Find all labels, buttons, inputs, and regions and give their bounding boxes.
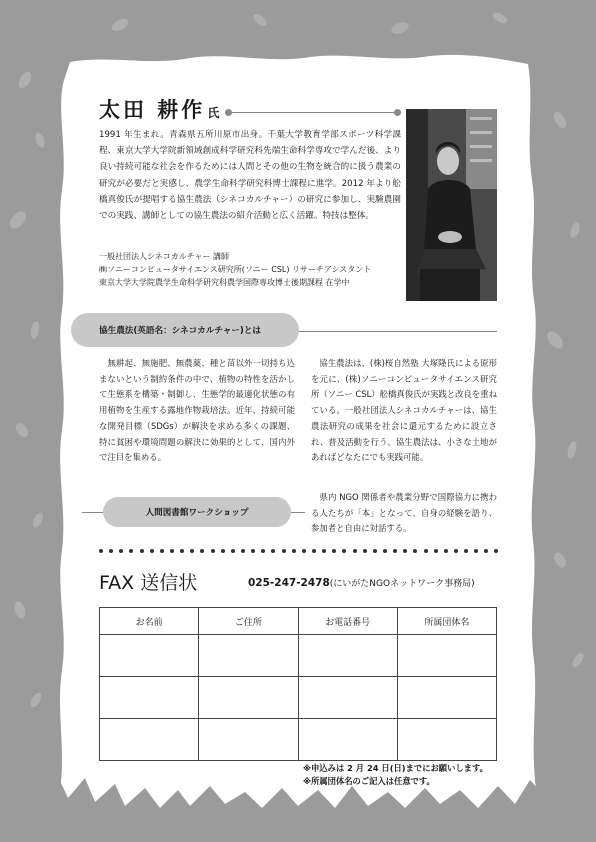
form-cell-address[interactable] <box>199 677 298 719</box>
speaker-honorific: 氏 <box>207 106 220 120</box>
speaker-affiliations <box>99 250 409 289</box>
human-library-description: 県内 NGO 関係者や農業分野で国際協力に携わる人たちが「本」となって、自身の経験を語り、参加者と自由に対話する。 <box>311 492 497 534</box>
form-cell-name[interactable] <box>100 635 199 677</box>
speaker-photo <box>406 109 497 301</box>
form-header-address: ご住所 <box>199 608 298 635</box>
section-divider <box>82 512 104 513</box>
form-cell-phone[interactable] <box>298 635 397 677</box>
fax-title: FAX 送信状 <box>99 572 198 594</box>
form-cell-organization[interactable] <box>397 719 496 761</box>
form-row <box>100 635 497 677</box>
form-header-phone: お電話番号 <box>298 608 397 635</box>
form-header-name: お名前 <box>100 608 199 635</box>
dotted-separator <box>99 549 499 555</box>
form-cell-name[interactable] <box>100 719 199 761</box>
form-cell-phone[interactable] <box>298 677 397 719</box>
form-cell-organization[interactable] <box>397 635 496 677</box>
section-divider <box>299 331 497 332</box>
note-optional: ※所属団体名のご記入は任意です。 <box>303 776 435 786</box>
synecoculture-description: 無耕起、無施肥、無農薬、種と苗以外一切持ち込まないという制約条件の中で、植物の特性を活かして生態系を構築・制御し、生態学的最適化状態の有用植物を生産する露地作物栽培法。近年、持続可能な開発目標（SDGs）が解決を求める多くの課題、特に貧困や環境問題の解決に効果的として、国内外で注目を集める。 <box>99 358 295 463</box>
form-cell-organization[interactable] <box>397 677 496 719</box>
form-header-organization: 所属団体名 <box>397 608 496 635</box>
fax-number-value: 025-247-2478 <box>248 577 330 589</box>
speaker-bio: 1991 年生まれ。青森県五所川原市出身。千葉大学教育学部スポーツ科学課程、東京大学大学院新領域創成科学研究科先端生命科学専攻で学んだ後、より良い持続可能な社会を作るためには人間とその他の生物を統合的に扱う農業の研究が必要だと実感し、農学生命科学研究科博士課程に進学。2012 年より舩橋真俊氏が提唱する協生農法（シネコカルチャー）の研究に参加し、実験農園での実践、講師としての協生農法の紹介活動と広く活躍。特技は整体。 <box>99 130 401 222</box>
affiliation-line: ㈱ソニーコンピュータサイエンス研究所(ソニー CSL) リサーチアシスタント <box>99 265 372 274</box>
speaker-name-text: 太田 耕作 <box>99 97 206 122</box>
form-cell-name[interactable] <box>100 677 199 719</box>
section-heading-human-library: 人間図書館ワークショップ <box>103 497 291 527</box>
fax-number <box>248 576 475 589</box>
form-row <box>100 677 497 719</box>
fax-application-form <box>99 607 497 761</box>
form-cell-phone[interactable] <box>298 719 397 761</box>
form-row <box>100 719 497 761</box>
form-cell-address[interactable] <box>199 719 298 761</box>
note-deadline: ※申込みは 2 月 24 日(日)までにお願いします。 <box>303 763 488 773</box>
speaker-name <box>99 94 219 124</box>
name-divider <box>228 112 398 113</box>
section-divider <box>291 512 305 513</box>
synecoculture-history: 協生農法は、(株)桜自然塾 大塚隆氏による原形を元に、(株)ソニーコンピュータサイエンス研究所（ソニー CSL）舩橋真俊氏が実践と改良を重ねている。一般社団法人シネコカルチャーは、協生農法研究の成果を社会に還元するために設立され、普及活動を行う。協生農法は、小さな土地があればどなたにでも実践可能。 <box>311 358 497 463</box>
section-heading-synecoculture: 協生農法(英語名：シネコカルチャー)とは <box>71 313 299 347</box>
form-cell-address[interactable] <box>199 635 298 677</box>
speaker-photo-image <box>406 109 497 301</box>
affiliation-line: 一般社団法人シネコカルチャー 講師 <box>99 252 230 261</box>
divider-dot <box>394 109 401 116</box>
fax-organization: (にいがたNGOネットワーク事務局) <box>329 579 475 589</box>
fax-notes <box>303 762 488 788</box>
affiliation-line: 東京大学大学院農学生命科学研究科農学国際専攻博士後期課程 在学中 <box>99 278 350 287</box>
form-header-row <box>100 608 497 635</box>
